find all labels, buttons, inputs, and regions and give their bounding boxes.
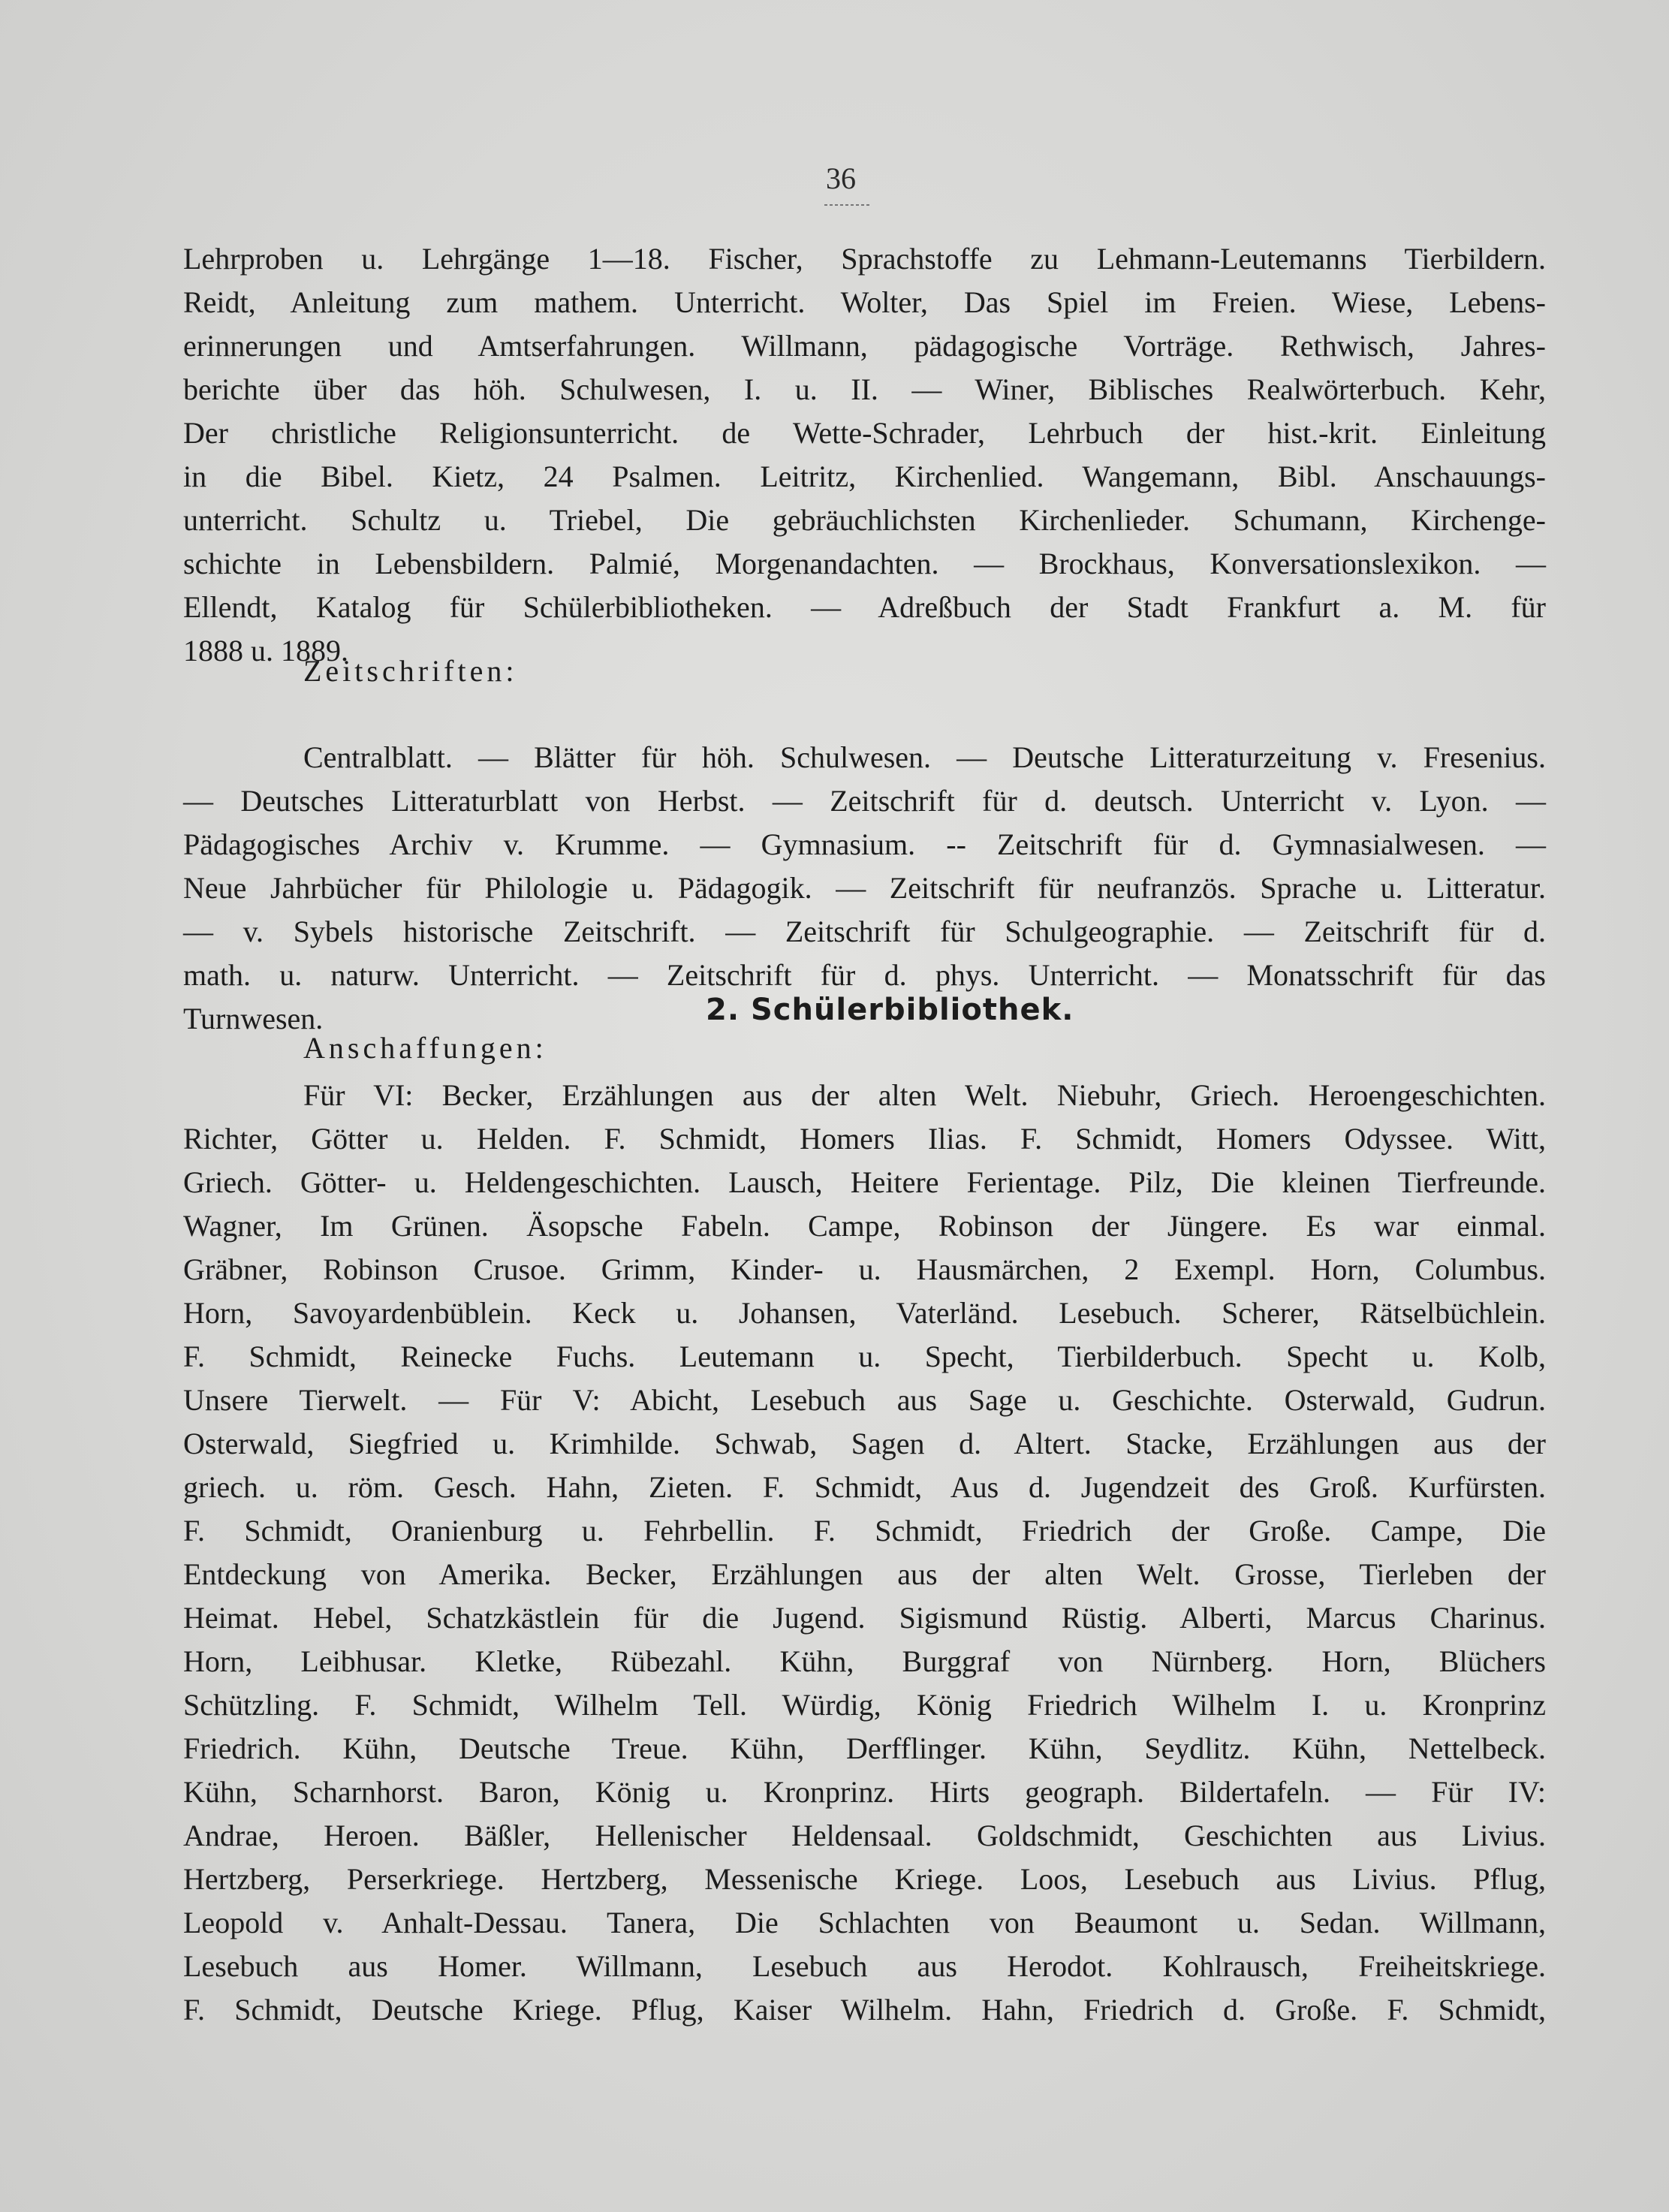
text-line: Lehrproben u. Lehrgänge 1—18. Fischer, Sprachstoffe zu Lehmann-Leutemanns Tierbildern. [183, 242, 1546, 276]
text-line: Reidt, Anleitung zum mathem. Unterricht. Wolter, Das Spiel im Freien. Wiese, Lebens- [183, 285, 1546, 319]
heading-zeitschriften: Zeitschriften: [303, 654, 518, 688]
text-line: Neue Jahrbücher für Philologie u. Pädagogik. — Zeitschrift für neufranzös. Sprache u. Litteratur. [183, 871, 1546, 905]
text-line: griech. u. röm. Gesch. Hahn, Zieten. F. Schmidt, Aus d. Jugendzeit des Groß. Kurfürsten. [183, 1470, 1546, 1504]
text-line: erinnerungen und Amtserfahrungen. Willmann, pädagogische Vorträge. Rethwisch, Jahres- [183, 329, 1546, 363]
text-line: F. Schmidt, Reinecke Fuchs. Leutemann u. Specht, Tierbilderbuch. Specht u. Kolb, [183, 1340, 1546, 1373]
text-line: Osterwald, Siegfried u. Krimhilde. Schwab, Sagen d. Altert. Stacke, Erzählungen aus der [183, 1427, 1546, 1460]
page-number: 36 [826, 161, 856, 195]
text-line: — v. Sybels historische Zeitschrift. — Zeitschrift für Schulgeographie. — Zeitschrift für d. [183, 915, 1546, 948]
text-line: — Deutsches Litteraturblatt von Herbst. — Zeitschrift für d. deutsch. Unterricht v. Lyon. — [183, 784, 1546, 818]
text-line: Andrae, Heroen. Bäßler, Hellenischer Heldensaal. Goldschmidt, Geschichten aus Livius. [183, 1819, 1546, 1852]
page-number-underline [824, 204, 869, 206]
paragraph-lehrbuecher [183, 237, 1546, 673]
text-line: Turnwesen. [183, 1002, 324, 1035]
text-line: Kühn, Scharnhorst. Baron, König u. Kronprinz. Hirts geograph. Bildertafeln. — Für IV: [183, 1775, 1546, 1809]
text-line: Für VI: Becker, Erzählungen aus der alten Welt. Niebuhr, Griech. Heroengeschichten. [303, 1078, 1546, 1112]
text-line: Schützling. F. Schmidt, Wilhelm Tell. Würdig, König Friedrich Wilhelm I. u. Kronprinz [183, 1688, 1546, 1722]
section-title-schuelerbibliothek: 2. Schülerbibliothek. [706, 993, 1074, 1027]
text-line: math. u. naturw. Unterricht. — Zeitschrift für d. phys. Unterricht. — Monatsschrift für das [183, 958, 1546, 992]
text-line: schichte in Lebensbildern. Palmié, Morgenandachten. — Brockhaus, Konversationslexikon. — [183, 547, 1546, 580]
text-line: Heimat. Hebel, Schatzkästlein für die Jugend. Sigismund Rüstig. Alberti, Marcus Charinus. [183, 1601, 1546, 1635]
text-line: unterricht. Schultz u. Triebel, Die gebräuchlichsten Kirchenlieder. Schumann, Kirchenge- [183, 503, 1546, 537]
text-line: Unsere Tierwelt. — Für V: Abicht, Lesebuch aus Sage u. Geschichte. Osterwald, Gudrun. [183, 1383, 1546, 1417]
text-line: Friedrich. Kühn, Deutsche Treue. Kühn, Derfflinger. Kühn, Seydlitz. Kühn, Nettelbeck. [183, 1731, 1546, 1765]
text-line: Der christliche Religionsunterricht. de Wette-Schrader, Lehrbuch der hist.-krit. Einleitung [183, 416, 1546, 450]
text-line: Wagner, Im Grünen. Äsopsche Fabeln. Campe, Robinson der Jüngere. Es war einmal. [183, 1209, 1546, 1243]
text-line: F. Schmidt, Deutsche Kriege. Pflug, Kaiser Wilhelm. Hahn, Friedrich d. Große. F. Schmidt, [183, 1993, 1546, 2027]
text-line: Centralblatt. — Blätter für höh. Schulwesen. — Deutsche Litteraturzeitung v. Fresenius. [303, 740, 1546, 774]
heading-anschaffungen: Anschaffungen: [303, 1031, 547, 1065]
text-line: Entdeckung von Amerika. Becker, Erzählungen aus der alten Welt. Grosse, Tierleben der [183, 1557, 1546, 1591]
text-line: Hertzberg, Perserkriege. Hertzberg, Messenische Kriege. Loos, Lesebuch aus Livius. Pflug, [183, 1862, 1546, 1896]
text-line: Ellendt, Katalog für Schülerbibliotheken. — Adreßbuch der Stadt Frankfurt a. M. für [183, 590, 1546, 624]
text-line: berichte über das höh. Schulwesen, I. u. II. — Winer, Biblisches Realwörterbuch. Kehr, [183, 372, 1546, 406]
text-line: Horn, Savoyardenbüblein. Keck u. Johansen, Vaterländ. Lesebuch. Scherer, Rätselbüchlein. [183, 1296, 1546, 1330]
text-line: Leopold v. Anhalt-Dessau. Tanera, Die Schlachten von Beaumont u. Sedan. Willmann, [183, 1906, 1546, 1939]
text-line: F. Schmidt, Oranienburg u. Fehrbellin. F. Schmidt, Friedrich der Große. Campe, Die [183, 1514, 1546, 1547]
text-line: Lesebuch aus Homer. Willmann, Lesebuch aus Herodot. Kohlrausch, Freiheitskriege. [183, 1949, 1546, 1983]
text-line: 1888 u. 1889. [183, 634, 348, 668]
text-line: Gräbner, Robinson Crusoe. Grimm, Kinder- u. Hausmärchen, 2 Exempl. Horn, Columbus. [183, 1252, 1546, 1286]
text-line: Pädagogisches Archiv v. Krumme. — Gymnasium. -- Zeitschrift für d. Gymnasialwesen. — [183, 827, 1546, 861]
text-line: Horn, Leibhusar. Kletke, Rübezahl. Kühn, Burggraf von Nürnberg. Horn, Blüchers [183, 1644, 1546, 1678]
text-line: in die Bibel. Kietz, 24 Psalmen. Leitritz, Kirchenlied. Wangemann, Bibl. Anschauungs- [183, 460, 1546, 493]
text-line: Richter, Götter u. Helden. F. Schmidt, Homers Ilias. F. Schmidt, Homers Odyssee. Witt, [183, 1122, 1546, 1156]
text-line: Griech. Götter- u. Heldengeschichten. Lausch, Heitere Ferientage. Pilz, Die kleinen Tierfreunde. [183, 1165, 1546, 1199]
paragraph-anschaffungen [183, 1074, 1546, 2032]
